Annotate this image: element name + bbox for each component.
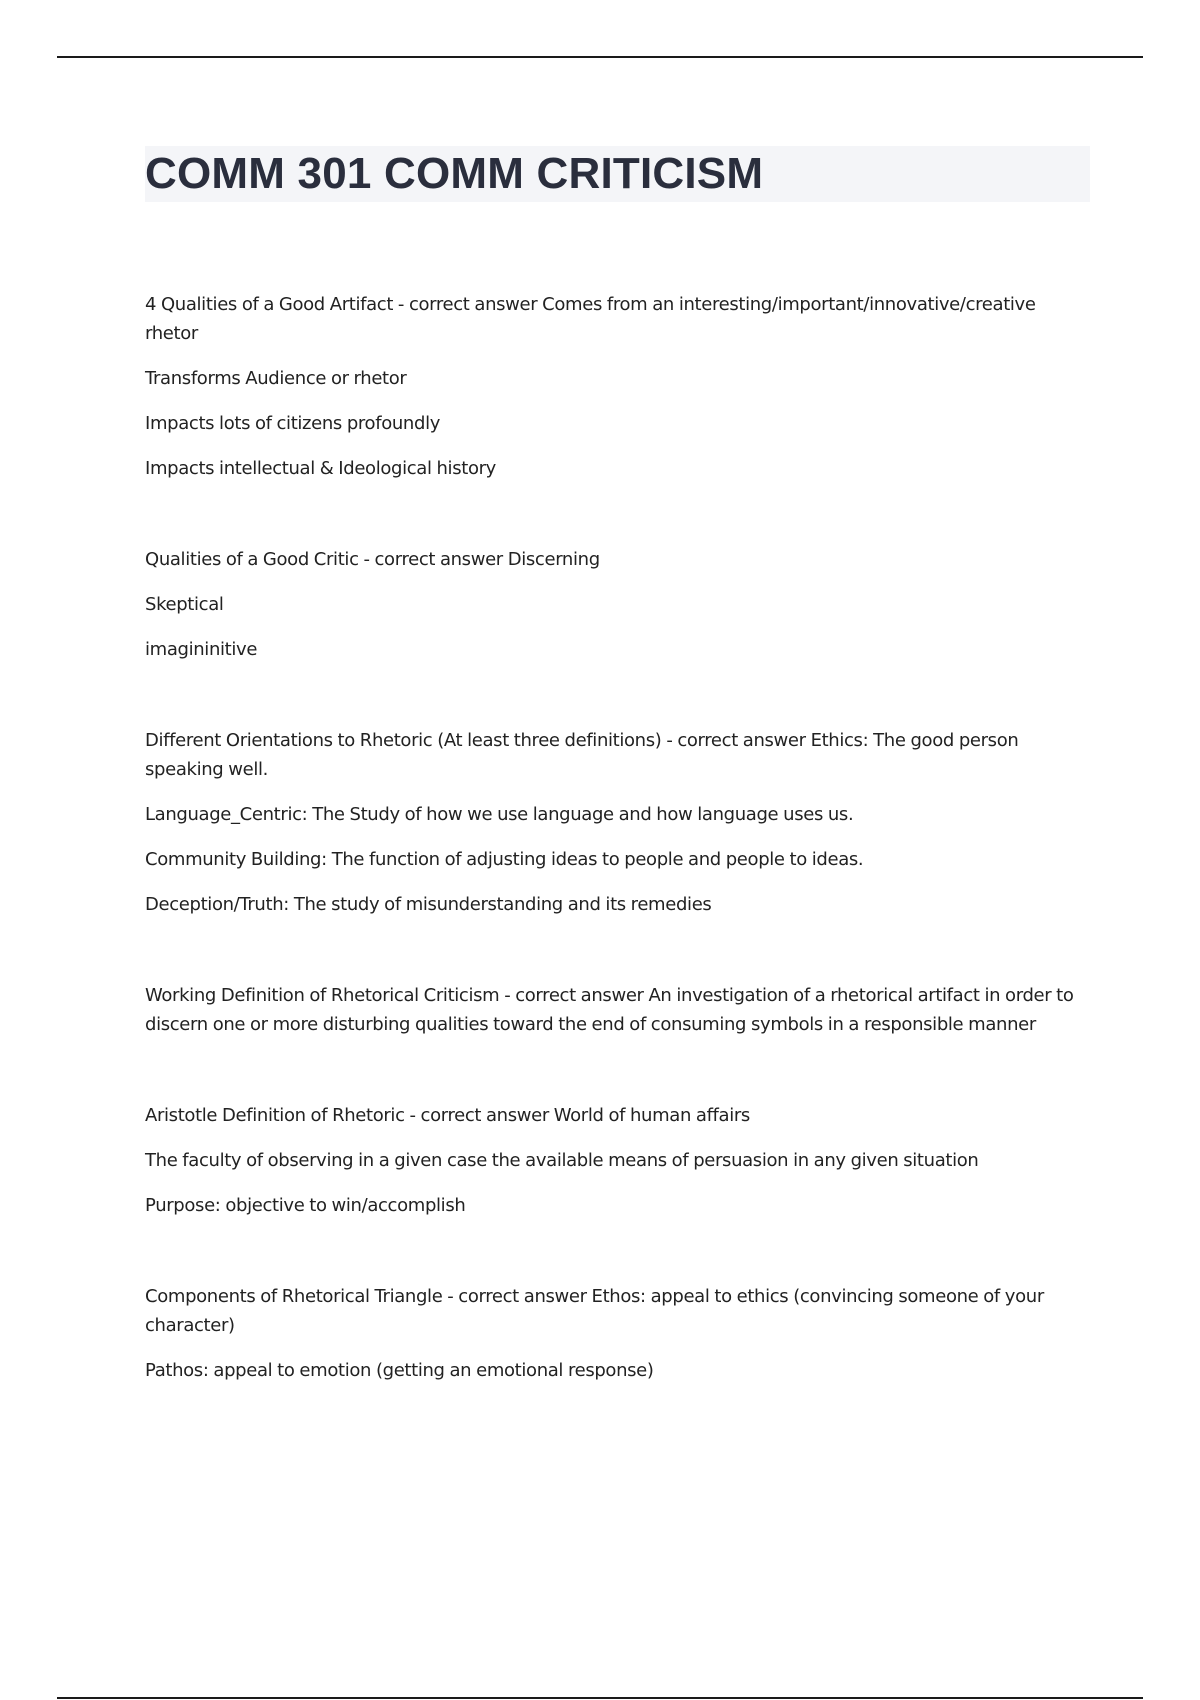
section-line: Aristotle Definition of Rhetoric - correct answer World of human affairs xyxy=(145,1105,750,1126)
section-line: Qualities of a Good Critic - correct answer Discerning xyxy=(145,549,600,570)
section-line: Community Building: The function of adjusting ideas to people and people to ideas. xyxy=(145,849,864,870)
section-aristotle xyxy=(145,1101,1090,1220)
section-rhetorical-triangle xyxy=(145,1282,1090,1385)
section-line: Different Orientations to Rhetoric (At least three definitions) - correct answer Ethics: The good person speaking well. xyxy=(145,730,1019,780)
section-line: Impacts lots of citizens profoundly xyxy=(145,413,441,434)
section-line: Components of Rhetorical Triangle - correct answer Ethos: appeal to ethics (convincing someone of your character) xyxy=(145,1286,1044,1336)
title-band xyxy=(145,146,1090,202)
section-orientations xyxy=(145,726,1090,919)
sections xyxy=(145,290,1090,1385)
section-line: Impacts intellectual & Ideological history xyxy=(145,458,496,479)
section-good-critic xyxy=(145,545,1090,664)
section-line: Pathos: appeal to emotion (getting an emotional response) xyxy=(145,1360,654,1381)
top-rule xyxy=(57,56,1143,58)
section-working-definition xyxy=(145,981,1090,1039)
section-line: Transforms Audience or rhetor xyxy=(145,368,407,389)
section-line: The faculty of observing in a given case the available means of persuasion in any given situation xyxy=(145,1150,979,1171)
section-good-artifact xyxy=(145,290,1090,483)
section-line: 4 Qualities of a Good Artifact - correct answer Comes from an interesting/important/innovative/creative rhetor xyxy=(145,294,1036,344)
document-body xyxy=(145,146,1090,1447)
section-line: Working Definition of Rhetorical Criticism - correct answer An investigation of a rhetorical artifact in order to discern one or more disturbing qualities toward the end of consuming symbols in a responsible manner xyxy=(145,985,1074,1035)
section-line: Language_Centric: The Study of how we use language and how language uses us. xyxy=(145,804,854,825)
document-title: COMM 301 COMM CRITICISM xyxy=(145,149,764,198)
bottom-rule xyxy=(57,1697,1143,1699)
section-line: Skeptical xyxy=(145,594,224,615)
section-line: Purpose: objective to win/accomplish xyxy=(145,1195,466,1216)
section-line: imaginin​itive xyxy=(145,639,258,660)
section-line: Deception/Truth: The study of misunderstanding and its remedies xyxy=(145,894,712,915)
